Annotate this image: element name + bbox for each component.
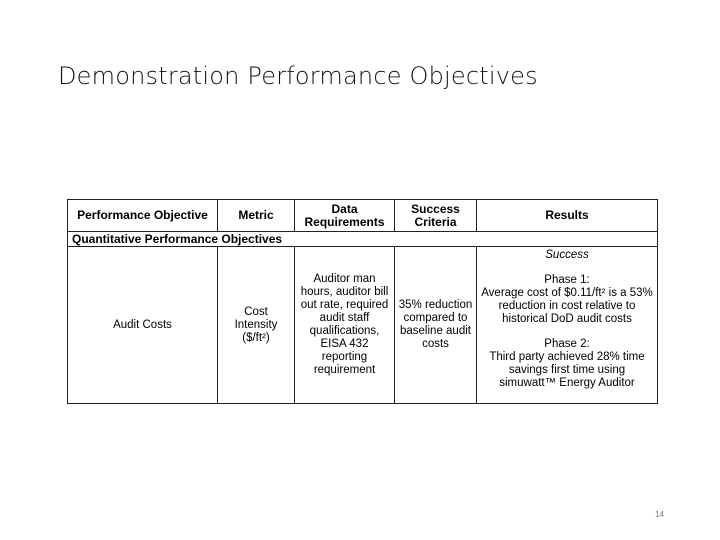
header-success-criteria: Success Criteria <box>395 200 477 232</box>
phase1-text: Average cost of $0.11/ft² is a 53% reduction in cost relative to historical DoD audit costs <box>481 287 653 325</box>
phase2-label: Phase 2: <box>544 338 590 350</box>
cell-success-criteria: 35% reduction compared to baseline audit costs <box>395 247 477 404</box>
cell-performance-objective: Audit Costs <box>68 247 218 404</box>
table-row <box>68 247 658 404</box>
section-row <box>68 232 658 247</box>
cell-metric <box>218 247 295 404</box>
cell-results <box>477 247 658 404</box>
metric-line-3: ($/ft²) <box>242 331 270 344</box>
metric-line-2: Intensity <box>234 318 278 331</box>
performance-objectives-table <box>67 199 657 404</box>
phase2-text: Third party achieved 28% time savings first time using simuwatt™ Energy Auditor <box>489 351 645 389</box>
phase1-label: Phase 1: <box>544 274 590 286</box>
page-number: 14 <box>655 510 664 519</box>
header-data-requirements: Data Requirements <box>295 200 395 232</box>
metric-line-1: Cost <box>244 305 268 318</box>
section-label: Quantitative Performance Objectives <box>68 232 658 247</box>
cell-data-requirements: Auditor man hours, auditor bill out rate, required audit staff qualifications, EISA 432 reporting requirement <box>295 247 395 404</box>
table-header-row <box>68 200 658 232</box>
slide-title: Demonstration Performance Objectives <box>58 62 538 90</box>
header-metric: Metric <box>218 200 295 232</box>
header-results: Results <box>477 200 658 232</box>
results-status: Success <box>545 249 589 261</box>
header-performance-objective: Performance Objective <box>68 200 218 232</box>
